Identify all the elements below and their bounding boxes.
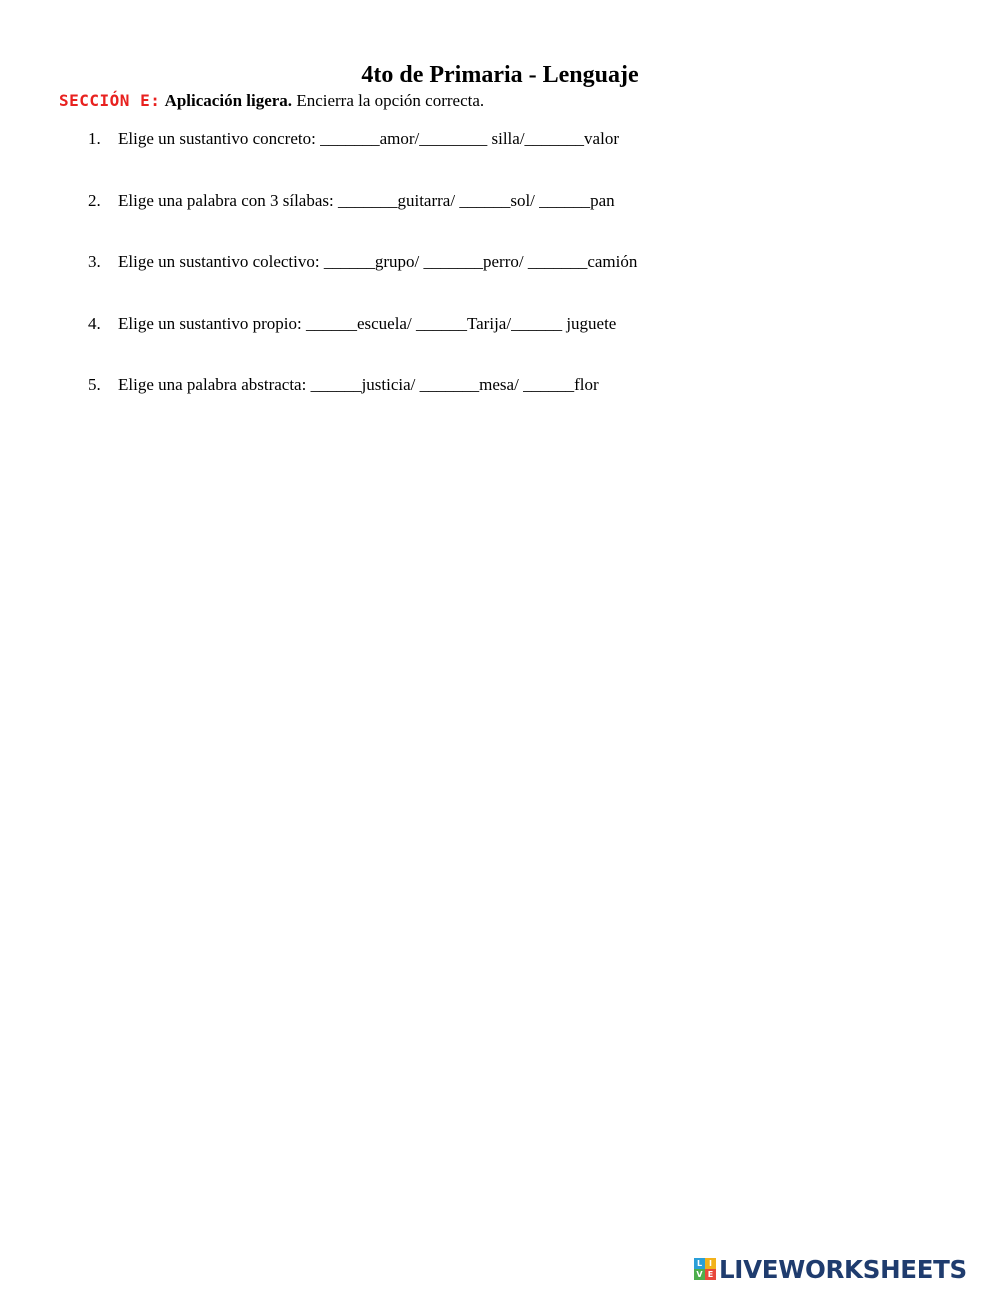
question-prompt: Elige una palabra con 3 sílabas:	[118, 190, 338, 210]
answer-option[interactable]: ______justicia/	[310, 375, 416, 394]
liveworksheets-logo	[694, 1254, 967, 1284]
question-number: 5.	[88, 375, 101, 394]
question-number: 4.	[88, 313, 101, 333]
answer-option[interactable]: _______mesa/	[419, 375, 519, 394]
answer-option[interactable]: ________ silla/	[419, 129, 525, 148]
answer-option[interactable]: ______Tarija/	[415, 313, 512, 333]
question-item	[88, 250, 637, 312]
question-item	[88, 189, 637, 251]
answer-option[interactable]: ______flor	[523, 375, 599, 394]
answer-option[interactable]: _______camión	[527, 252, 638, 271]
logo-letter-e: E	[705, 1269, 716, 1280]
question-list	[88, 127, 637, 435]
question-prompt: Elige un sustantivo concreto:	[118, 129, 321, 148]
answer-option[interactable]: ______pan	[539, 190, 615, 210]
answer-option[interactable]: ______escuela/	[305, 313, 412, 333]
liveworksheets-logo-icon	[694, 1258, 716, 1280]
question-number: 1.	[88, 129, 101, 148]
logo-letter-i: I	[705, 1258, 716, 1269]
question-number: 2.	[88, 190, 101, 210]
answer-option[interactable]: _______amor/	[320, 129, 420, 148]
question-item	[88, 373, 637, 435]
logo-letter-v: V	[694, 1269, 705, 1280]
answer-option[interactable]: ______grupo/	[323, 252, 420, 271]
question-item	[88, 127, 637, 189]
answer-option[interactable]: _______guitarra/	[337, 190, 456, 210]
logo-letter-l: L	[694, 1258, 705, 1269]
instruction-bold: Aplicación ligera.	[164, 91, 293, 110]
question-prompt: Elige un sustantivo colectivo:	[118, 252, 324, 271]
brand-name: LIVEWORKSHEETS	[719, 1254, 967, 1284]
question-number: 3.	[88, 252, 101, 271]
section-instruction	[59, 90, 484, 112]
answer-option[interactable]: ______sol/	[459, 190, 535, 210]
question-prompt: Elige un sustantivo propio:	[118, 313, 306, 333]
question-prompt: Elige una palabra abstracta:	[118, 375, 311, 394]
answer-option[interactable]: ______ juguete	[511, 313, 617, 333]
instruction-text: Encierra la opción correcta.	[292, 91, 485, 110]
section-tag: SECCIÓN E:	[59, 91, 161, 110]
answer-option[interactable]: _______perro/	[423, 252, 524, 271]
answer-option[interactable]: _______valor	[524, 129, 619, 148]
page-title: 4to de Primaria - Lenguaje	[361, 62, 639, 88]
question-item	[88, 312, 637, 374]
